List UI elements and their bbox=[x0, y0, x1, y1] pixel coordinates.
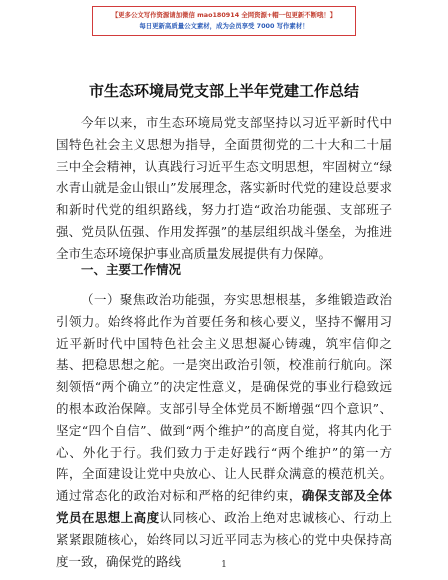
para-text-2: 认同核心、政治上绝对忠诚核心、行动上紧紧跟随核心，始终同以习近平同志为核心的党中央保持高度一致，确保党的路线 bbox=[56, 509, 392, 569]
para-text-1: （一）聚焦政治功能强，夯实思想根基，多维锻造政治引领力。始终将此作为首要任务和核心要义，坚持不懈用习近平新时代中国特色社会主义思想凝心铸魂，筑牢信仰之基、把稳思想之舵。一是突出政治引领，校准前行航向。深刻领悟“两个确立”的决定性意义，是确保党的事业行稳致远的根本政治保障。支部引导全体党员不断增强“四个意识”、坚定“四个自信”、做到“两个维护”的高度自觉，将其内化于心、外化于行。我们致力于走好践行“两个维护”的第一方阵，全面建设让党中央放心、让人民群众满意的模范机关。通过常态化的政治对标和严格的纪律约束， bbox=[56, 292, 392, 504]
promo-banner bbox=[92, 6, 356, 36]
document-title: 市生态环境局党支部上半年党建工作总结 bbox=[88, 82, 359, 100]
section-heading-1: 一、主要工作情况 bbox=[81, 262, 182, 277]
body-paragraph-1 bbox=[56, 289, 392, 572]
banner-line-1: 【更多公文写作资源请加微信 mao180914 全网资源+帽一包更新不断哦！】 bbox=[111, 11, 337, 19]
banner-line-2: 每日更新高质量公文素材，成为会员享受 7000 写作素材！ bbox=[139, 22, 309, 30]
para-bold-text: 确保支部及全体党员在思想上高度 bbox=[56, 488, 392, 525]
page-number: 1 bbox=[221, 560, 227, 570]
intro-paragraph: 今年以来，市生态环境局党支部坚持以习近平新时代中国特色社会主义思想为指导，全面贯彻党的二十大和二十届三中全会精神，认真践行习近平生态文明思想，牢固树立“绿水青山就是金山银山”发展理念，落实新时代党的建设总要求和新时代党的组织路线，努力打造“政治功能强、支部班子强、党员队伍强、作用发挥强”的基层组织战斗堡垒，为推进全市生态环境保护事业高质量发展提供有力保障。 bbox=[56, 115, 392, 261]
